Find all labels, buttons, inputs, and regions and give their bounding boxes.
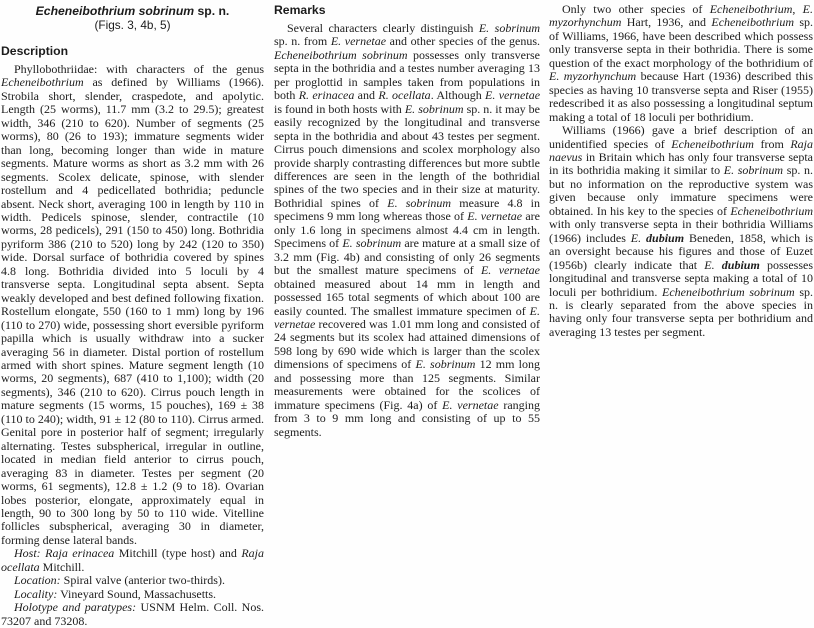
remarks-continued-text-2: Williams (1966) gave a brief description of an unidentified species of Echeneibothrium from Raja naevus in Britain which has only four transverse septa in its bothridia making it similar to E. sobrinum sp. n. but no information on the reproductive system was given because only immature specimens were obtained. In his key to the species of Echeneibothrium with only transverse septa in their bothridia Williams (1966) includes E. dubium Beneden, 1858, which is an oversight because his figures and those of Euzet (1956b) clearly indicate that E. dubium possesses longitudinal and transverse septa making a total of 10 loculi per bothridium. Echeneibothrium sobrinum sp. n. is clearly separated from the above species in having only four transverse septa per bothridium and averaging 13 testes per segment. bbox=[549, 123, 814, 339]
description-text: Phyllobothriidae: with characters of the genus Echeneibothrium as defined by Williams (1966). Strobila short, slender, craspedote, and apolytic. Length (25 worms), 11.7 mm (3.2 to 29.5); greatest width, 346 (210 to 620). Number of segments (25 worms), 80 (26 to 193); immature segments wider than long, becoming longer than wide in mature segments. Mature worms as short as 3.2 mm with 26 segments. Scolex delicate, spinose, with slender rostellum and 4 pedicellated bothridia; peduncle absent. Neck short, averaging 100 in length by 110 in width. Pedicels spinose, slender, contractile (10 worms, 28 pedicels), 291 (150 to 450) long. Bothridia pyriform 386 (210 to 520) long by 242 (120 to 350) wide. Dorsal surface of bothridia covered by spines 4.8 long. Bothridia divided into 5 loculi by 4 transverse septa. Longitudinal septa absent. Septa weakly developed and best defined following fixation. Rostellum elongate, 550 (160 to 1 mm) long by 196 (110 to 270) wide, possessing short eversible pyriform papilla which is usually withdraw into a sucker averaging 56 in diameter. Distal portion of rostellum armed with short spines. Mature segment length (10 worms, 20 segments), 687 (410 to 1,100); width (20 segments), 346 (210 to 620). Cirrus pouch length in mature segments (15 worms, 15 pouches), 169 ± 38 (110 to 240); width, 91 ± 12 (80 to 110). Cirrus armed. Genital pore in posterior half of segment; irregularly alternating. Testes subspherical, irregular in outline, located in median field anterior to cirrus pouch, averaging 83 in diameter. Testes per segment (20 worms, 61 segments), 12.8 ± 1.2 (9 to 18). Ovarian lobes posterior, elongate, approximately equal in length, 90 to 300 long by 50 to 110 wide. Vitelline follicles subspherical, averaging 30 in diameter, forming dense lateral bands. bbox=[1, 62, 264, 547]
species-title-name: Echeneibothrium sobrinum bbox=[35, 4, 195, 18]
holotype-line: Holotype and paratypes: USNM Helm. Coll. Nos. 73207 and 73208. bbox=[1, 600, 264, 628]
locality-line: Locality: Vineyard Sound, Massachusetts. bbox=[14, 586, 217, 601]
remarks-text: Several characters clearly distinguish E. sobrinum sp. n. from E. vernetae and other species of the genus. Echeneibothrium sobrinum possesses only transverse septa in the bothridia and a testes number averaging 13 per proglottid in samples taken from populations in both R. erinacea and R. ocellata. Although E. vernetae is found in both hosts with E. sobrinum sp. n. it may be easily recognized by the longitudinal and transverse septa in the bothridia and about 43 testes per segment. Cirrus pouch dimensions and scolex morphology also provide sharply contrasting differences but more subtle differences are seen in the length of the bothridial spines of the two species and in their size at maturity. Bothridial spines of E. sobrinum measure 4.8 in specimens 9 mm long whereas those of E. vernetae are only 1.6 long in specimens almost 4.4 cm in length. Specimens of E. sobrinum are mature at a small size of 3.2 mm (Fig. 4b) and consisting of only 26 segments but the smallest mature specimens of E. vernetae obtained measured about 14 mm in length and possessed 165 total segments of which about 100 are easily counted. The smallest immature specimen of E. vernetae recovered was 1.01 mm long and consisted of 24 segments but its scolex had attained dimensions of 598 long by 690 wide which is larger than the scolex dimensions of specimens of E. sobrinum 12 mm long and possessing more than 125 segments. Similar measurements were obtained for the scolices of immature specimens (Fig. 4a) of E. vernetae ranging from 3 to 9 mm long and consisting of up to 55 segments. bbox=[274, 21, 541, 439]
host-line: Host: Raja erinacea Mitchill (type host) and Raja ocellata Mitchill. bbox=[1, 546, 264, 574]
remarks-continued-text-1: Only two other species of Echeneibothrium, E. myzorhynchum Hart, 1936, and Echeneibothrium sp. of Williams, 1966, have been described which possess only transverse septa in their bothridia. There is some question of the exact morphology of the bothridium of E. myzorhynchum because Hart (1936) described this species as having 10 transverse septa and Riser (1955) redescribed it as also possessing a longitudinal septum making a total of 18 loculi per bothridium. bbox=[549, 2, 814, 124]
location-line: Location: Spiral valve (anterior two-thirds). bbox=[14, 573, 225, 588]
remarks-heading: Remarks bbox=[274, 3, 326, 17]
species-title-suffix: sp. n. bbox=[194, 4, 230, 18]
figure-reference: (Figs. 3, 4b, 5) bbox=[94, 18, 171, 32]
description-heading: Description bbox=[1, 44, 69, 58]
column-remarks bbox=[274, 3, 540, 612]
species-title bbox=[1, 4, 264, 18]
column-remarks-continued bbox=[549, 3, 813, 612]
column-description bbox=[1, 3, 264, 628]
